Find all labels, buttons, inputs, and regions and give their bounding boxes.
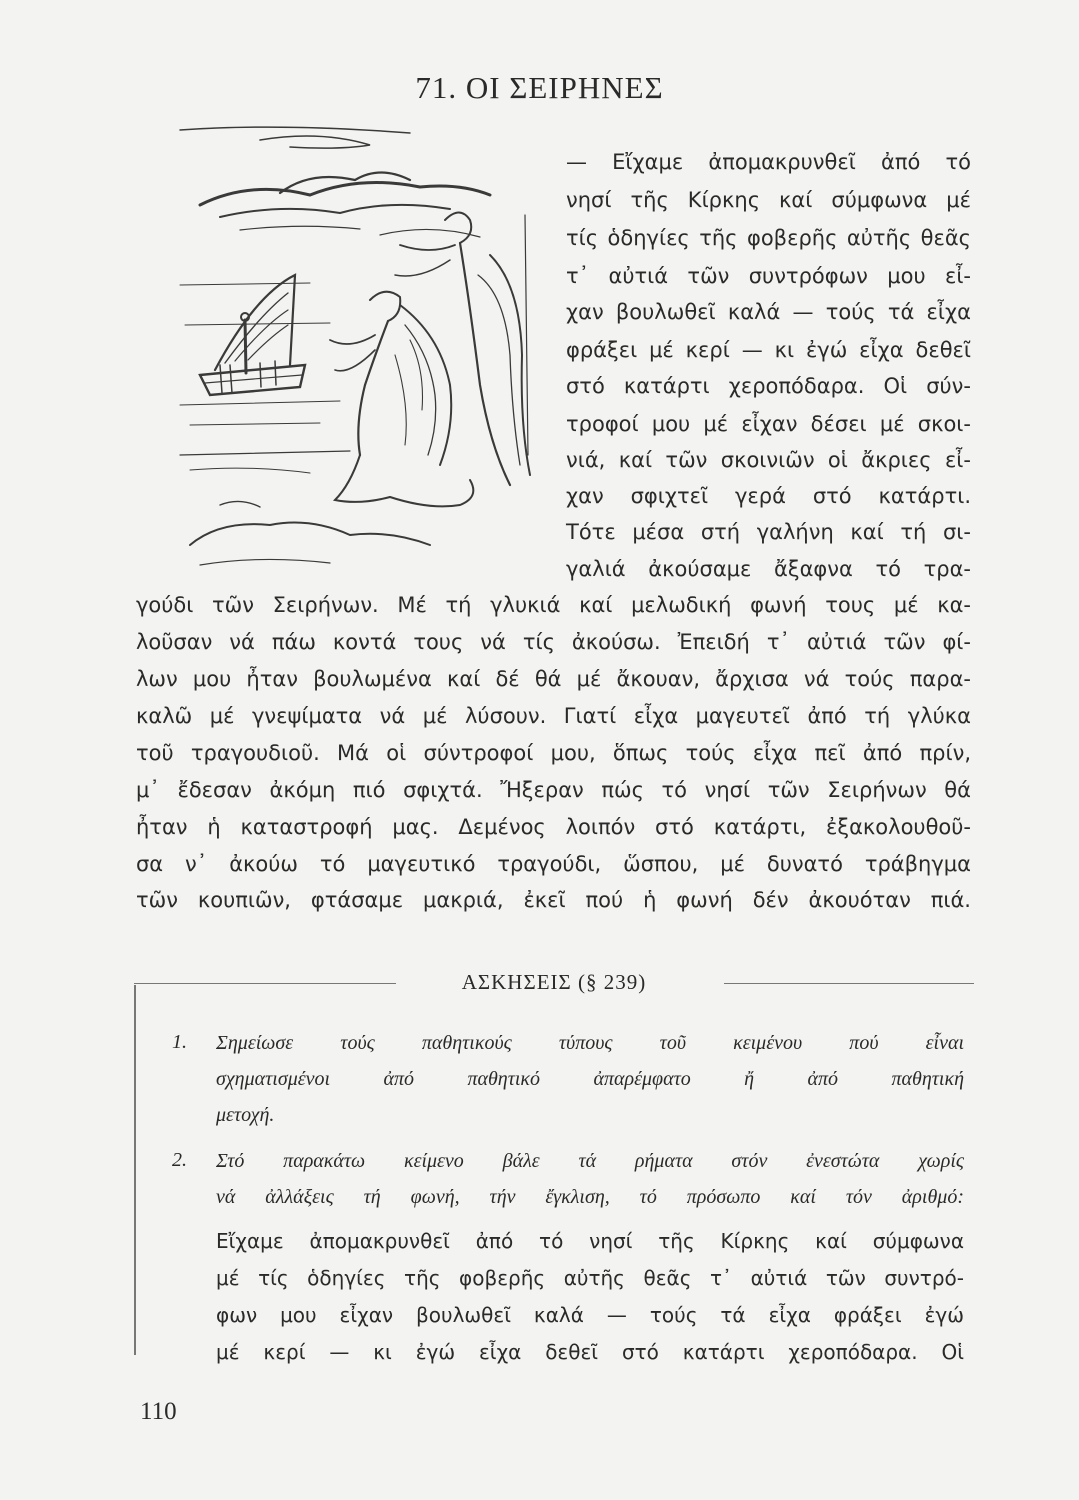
story-line: τοῦ τραγουδιοῦ. Μά οἱ σύντροφοί μου, ὅπως τούς εἶχα πεῖ ἀπό πρίν,	[136, 741, 971, 765]
story-line: ἦταν ἡ καταστροφή μας. Δεμένος λοιπόν στό κατάρτι, ἐξακολουθοῦ-	[136, 815, 971, 839]
story-line: μ᾽ ἔδεσαν ἀκόμη πιό σφιχτά. Ἤξεραν πώς τό νησί τῶν Σειρήνων θά	[136, 778, 971, 802]
sirens-illustration	[160, 125, 550, 585]
story-line: Τότε μέσα στή γαλήνη καί τή σι-	[566, 520, 971, 544]
story-line: γαλιά ἀκούσαμε ἄξαφνα τό τρα-	[566, 557, 971, 581]
story-line: νιά, καί τῶν σκοινιῶν οἱ ἄκριες εἶ-	[566, 448, 971, 472]
quote-line: φων μου εἶχαν βουλωθεῖ καλά — τούς τά εἶχα φράξει ἐγώ	[216, 1303, 964, 1327]
page-number: 110	[140, 1398, 177, 1425]
story-line: καλῶ μέ γνεψίματα νά μέ λύσουν. Γιατί εἶχα μαγευτεῖ ἀπό τή γλύκα	[136, 704, 971, 728]
exercise-line: Στό παρακάτω κείμενο βάλε τά ρήματα στόν ἐνεστώτα χωρίς	[216, 1150, 964, 1172]
exercise-number: 1.	[172, 1031, 187, 1053]
exercise-line: Σημείωσε τούς παθητικούς τύπους τοῦ κειμένου πού εἶναι	[216, 1032, 964, 1054]
story-line: νησί τῆς Κίρκης καί σύμφωνα μέ	[566, 188, 971, 212]
exercises-heading: ΑΣΚΗΣΕΙΣ (§ 239)	[461, 970, 647, 994]
exercise-line: νά ἀλλάξεις τή φωνή, τήν ἔγκλιση, τό πρόσωπο καί τόν ἀριθμό:	[216, 1186, 964, 1208]
story-line: τροφοί μου μέ εἶχαν δέσει μέ σκοι-	[566, 412, 971, 436]
story-line: στό κατάρτι χεροπόδαρα. Οἱ σύν-	[566, 374, 971, 398]
exercise-line: μετοχή.	[216, 1104, 275, 1126]
story-line: λοῦσαν νά πάω κοντά τους νά τίς ἀκούσω. Ἐπειδή τ᾽ αὐτιά τῶν φί-	[136, 630, 971, 654]
story-line: χαν σφιχτεῖ γερά στό κατάρτι.	[566, 484, 971, 508]
story-line: χαν βουλωθεῖ καλά — τούς τά εἶχα	[566, 300, 971, 324]
story-line: σα ν᾽ ἀκούω τό μαγευτικό τραγούδι, ὥσπου, μέ δυνατό τράβηγμα	[136, 852, 971, 876]
exercise-line: σχηματισμένοι ἀπό παθητικό ἀπαρέμφατο ἤ ἀπό παθητική	[216, 1068, 964, 1090]
story-line: — Εἴχαμε ἀπομακρυνθεῖ ἀπό τό	[566, 150, 971, 174]
quote-line: μέ κερί — κι ἐγώ εἶχα δεθεῖ στό κατάρτι χεροπόδαρα. Οἱ	[216, 1340, 964, 1364]
story-line: τῶν κουπιῶν, φτάσαμε μακριά, ἐκεῖ πού ἡ φωνή δέν ἀκουόταν πιά.	[136, 888, 971, 912]
quote-line: Εἴχαμε ἀπομακρυνθεῖ ἀπό τό νησί τῆς Κίρκης καί σύμφωνα	[216, 1229, 964, 1253]
exercise-number: 2.	[172, 1149, 187, 1171]
chapter-title: 71. ΟΙ ΣΕΙΡΗΝΕΣ	[415, 70, 664, 105]
story-line: τ᾽ αὐτιά τῶν συντρόφων μου εἶ-	[566, 264, 971, 288]
story-line: τίς ὁδηγίες τῆς φοβερῆς αὐτῆς θεᾶς	[566, 226, 971, 250]
story-line: λων μου ἦταν βουλωμένα καί δέ θά μέ ἄκουαν, ἄρχισα νά τούς παρα-	[136, 667, 971, 691]
story-line: γούδι τῶν Σειρήνων. Μέ τή γλυκιά καί μελωδική φωνή τους μέ κα-	[136, 593, 971, 617]
quote-line: μέ τίς ὁδηγίες τῆς φοβερῆς αὐτῆς θεᾶς τ᾽ αὐτιά τῶν συντρό-	[216, 1266, 964, 1290]
story-line: φράξει μέ κερί — κι ἐγώ εἶχα δεθεῖ	[566, 338, 971, 362]
